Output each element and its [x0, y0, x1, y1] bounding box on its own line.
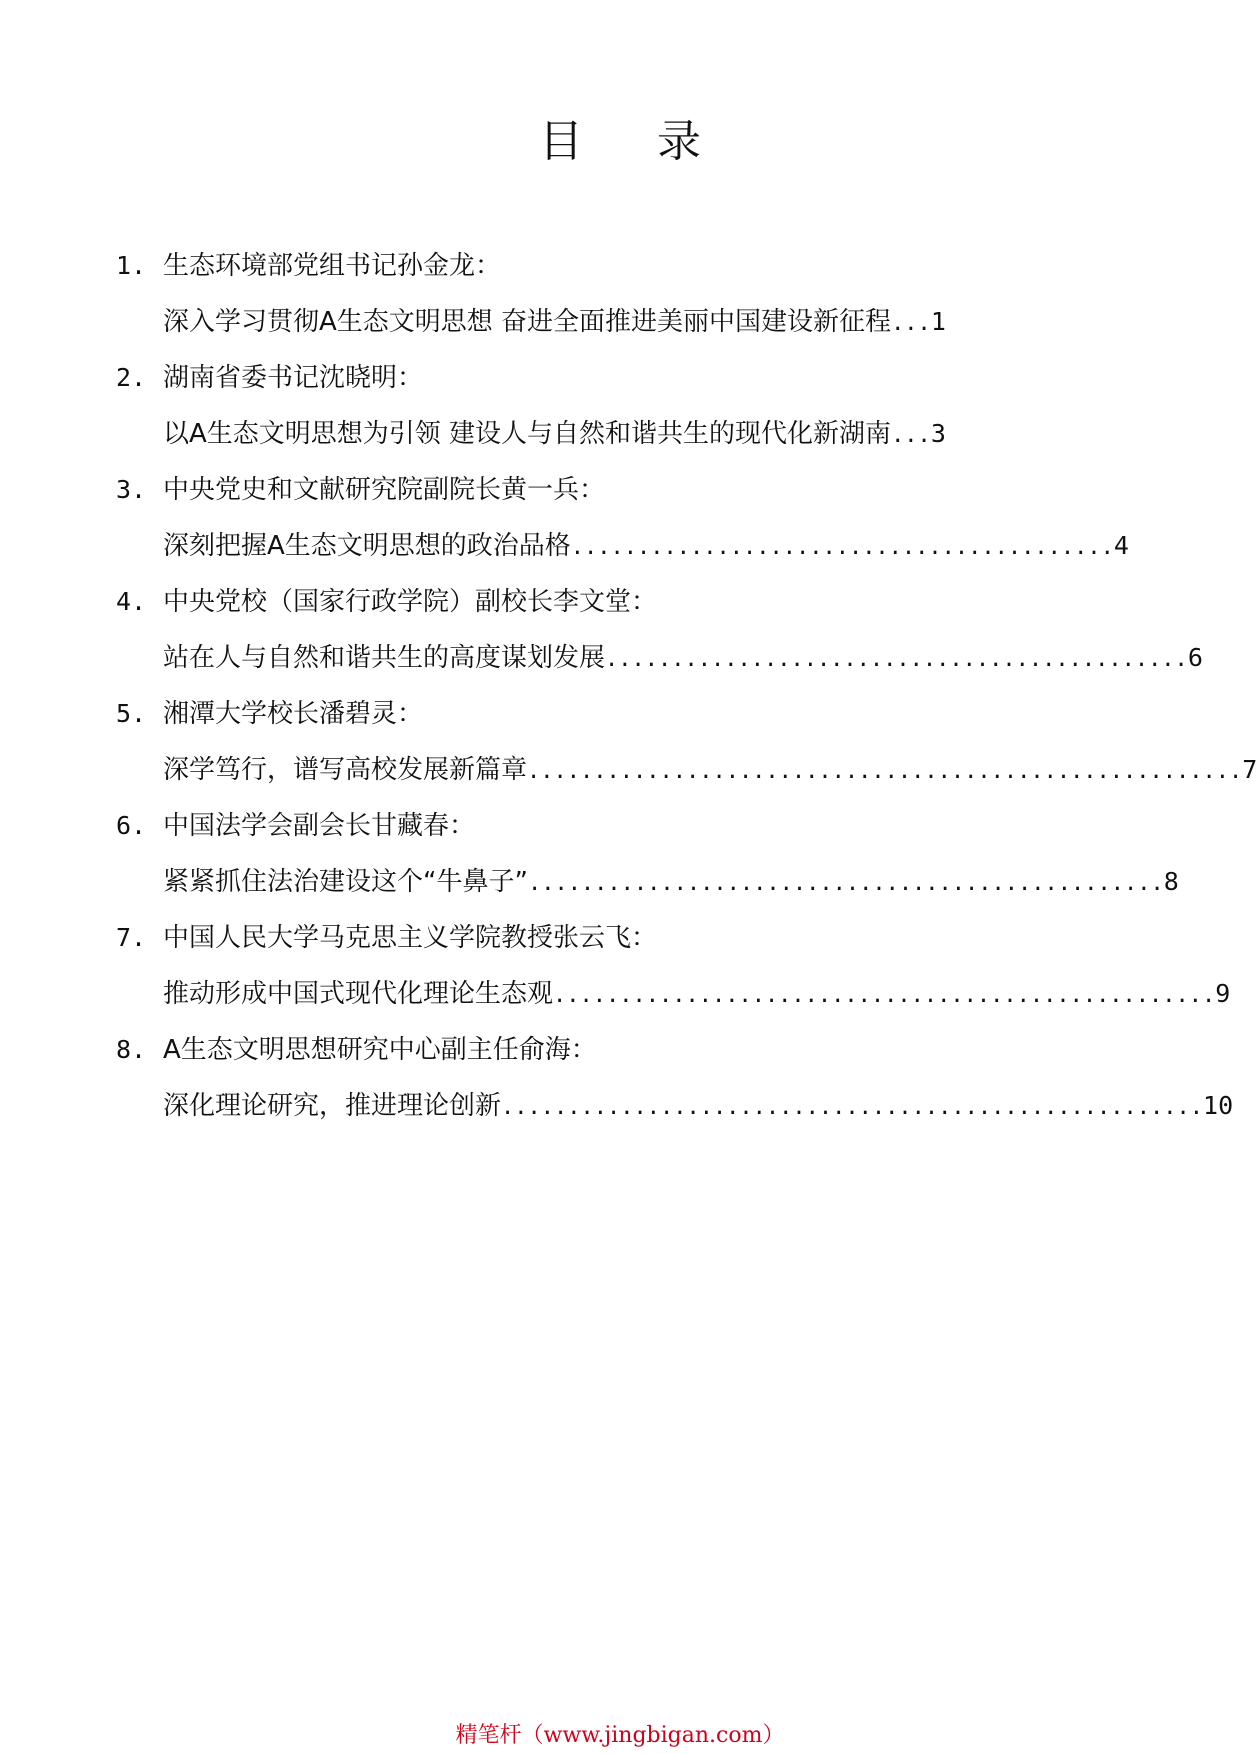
toc-entry-number: 2.	[116, 363, 147, 392]
toc-entry-heading: 中国法学会副会长甘藏春：	[163, 811, 476, 841]
toc-entry-6[interactable]	[0, 798, 1240, 910]
toc-page-number: 10	[1203, 1091, 1234, 1120]
toc-dot-leader: ...	[891, 423, 931, 448]
toc-entry-subtitle: 深刻把握A生态文明思想的政治品格	[163, 531, 571, 561]
toc-entry-5[interactable]	[0, 686, 1257, 798]
toc-page-number: 8	[1163, 867, 1179, 896]
toc-entry-heading: A生态文明思想研究中心副主任俞海：	[163, 1035, 597, 1065]
toc-entry-subtitle: 深学笃行，谱写高校发展新篇章	[163, 755, 528, 785]
toc-entry-heading: 中央党史和文献研究院副院长黄一兵：	[163, 475, 606, 505]
toc-entry-subtitle: 深化理论研究，推进理论创新	[163, 1091, 502, 1121]
toc-dot-leader: .....................................................	[501, 1095, 1204, 1120]
toc-entry-subline	[163, 854, 1240, 910]
toc-entry-heading: 中国人民大学马克思主义学院教授张云飞：	[163, 923, 658, 953]
toc-entry-subtitle: 紧紧抓住法治建设这个“牛鼻子”	[163, 867, 528, 897]
toc-page-number: 6	[1187, 643, 1203, 672]
toc-page-number: 4	[1113, 531, 1129, 560]
table-of-contents	[0, 238, 1257, 1134]
toc-entry-heading: 湘潭大学校长潘碧灵：	[163, 699, 424, 729]
toc-entry-number: 8.	[116, 1035, 147, 1064]
toc-entry-header	[0, 686, 1240, 742]
toc-dot-leader: ................................................	[527, 871, 1164, 896]
toc-entry-7[interactable]	[0, 910, 1240, 1022]
toc-entry-header	[0, 798, 1240, 854]
toc-entry-number: 6.	[116, 811, 147, 840]
toc-entry-number: 5.	[116, 699, 147, 728]
toc-entry-subline	[163, 630, 1240, 686]
toc-page-number: 9	[1215, 979, 1231, 1008]
toc-entry-heading: 生态环境部党组书记孙金龙：	[163, 251, 502, 281]
toc-entry-3[interactable]	[0, 462, 1240, 574]
toc-entry-1[interactable]	[0, 238, 1240, 350]
toc-entry-subline	[163, 294, 1240, 350]
toc-entry-subtitle: 以A生态文明思想为引领 建设人与自然和谐共生的现代化新湖南	[163, 419, 892, 449]
toc-entry-number: 4.	[116, 587, 147, 616]
toc-entry-subtitle: 深入学习贯彻A生态文明思想 奋进全面推进美丽中国建设新征程	[163, 307, 892, 337]
toc-entry-number: 7.	[116, 923, 147, 952]
toc-entry-subline	[163, 966, 1240, 1022]
page-title: 目 录	[539, 116, 731, 167]
toc-dot-leader: ...	[891, 311, 931, 336]
toc-dot-leader: ..................................................	[553, 983, 1216, 1008]
toc-entry-2[interactable]	[0, 350, 1240, 462]
toc-entry-header	[0, 574, 1240, 630]
toc-entry-subline	[163, 518, 1240, 574]
toc-entry-heading: 湖南省委书记沈晓明：	[163, 363, 424, 393]
toc-entry-8[interactable]	[0, 1022, 1240, 1134]
toc-dot-leader: .........................................	[570, 535, 1114, 560]
toc-page-number: 3	[930, 419, 946, 448]
watermark-footer: 精笔杆（www.jingbigan.com）	[455, 1723, 785, 1748]
toc-entry-subline	[163, 1078, 1240, 1134]
toc-entry-subtitle: 推动形成中国式现代化理论生态观	[163, 979, 554, 1009]
toc-page-number: 7	[1242, 755, 1257, 784]
toc-entry-header	[0, 238, 1240, 294]
toc-entry-header	[0, 910, 1240, 966]
toc-dot-leader: ......................................................	[527, 759, 1243, 784]
toc-entry-number: 1.	[116, 251, 147, 280]
toc-entry-header	[0, 462, 1240, 518]
toc-entry-subline	[163, 742, 1257, 798]
toc-entry-header	[0, 350, 1240, 406]
toc-dot-leader: ............................................	[605, 647, 1188, 672]
toc-entry-heading: 中央党校（国家行政学院）副校长李文堂：	[163, 587, 658, 617]
toc-entry-header	[0, 1022, 1240, 1078]
toc-page-number: 1	[930, 307, 946, 336]
toc-entry-subtitle: 站在人与自然和谐共生的高度谋划发展	[163, 643, 606, 673]
toc-entry-subline	[163, 406, 1240, 462]
toc-entry-4[interactable]	[0, 574, 1240, 686]
toc-entry-number: 3.	[116, 475, 147, 504]
